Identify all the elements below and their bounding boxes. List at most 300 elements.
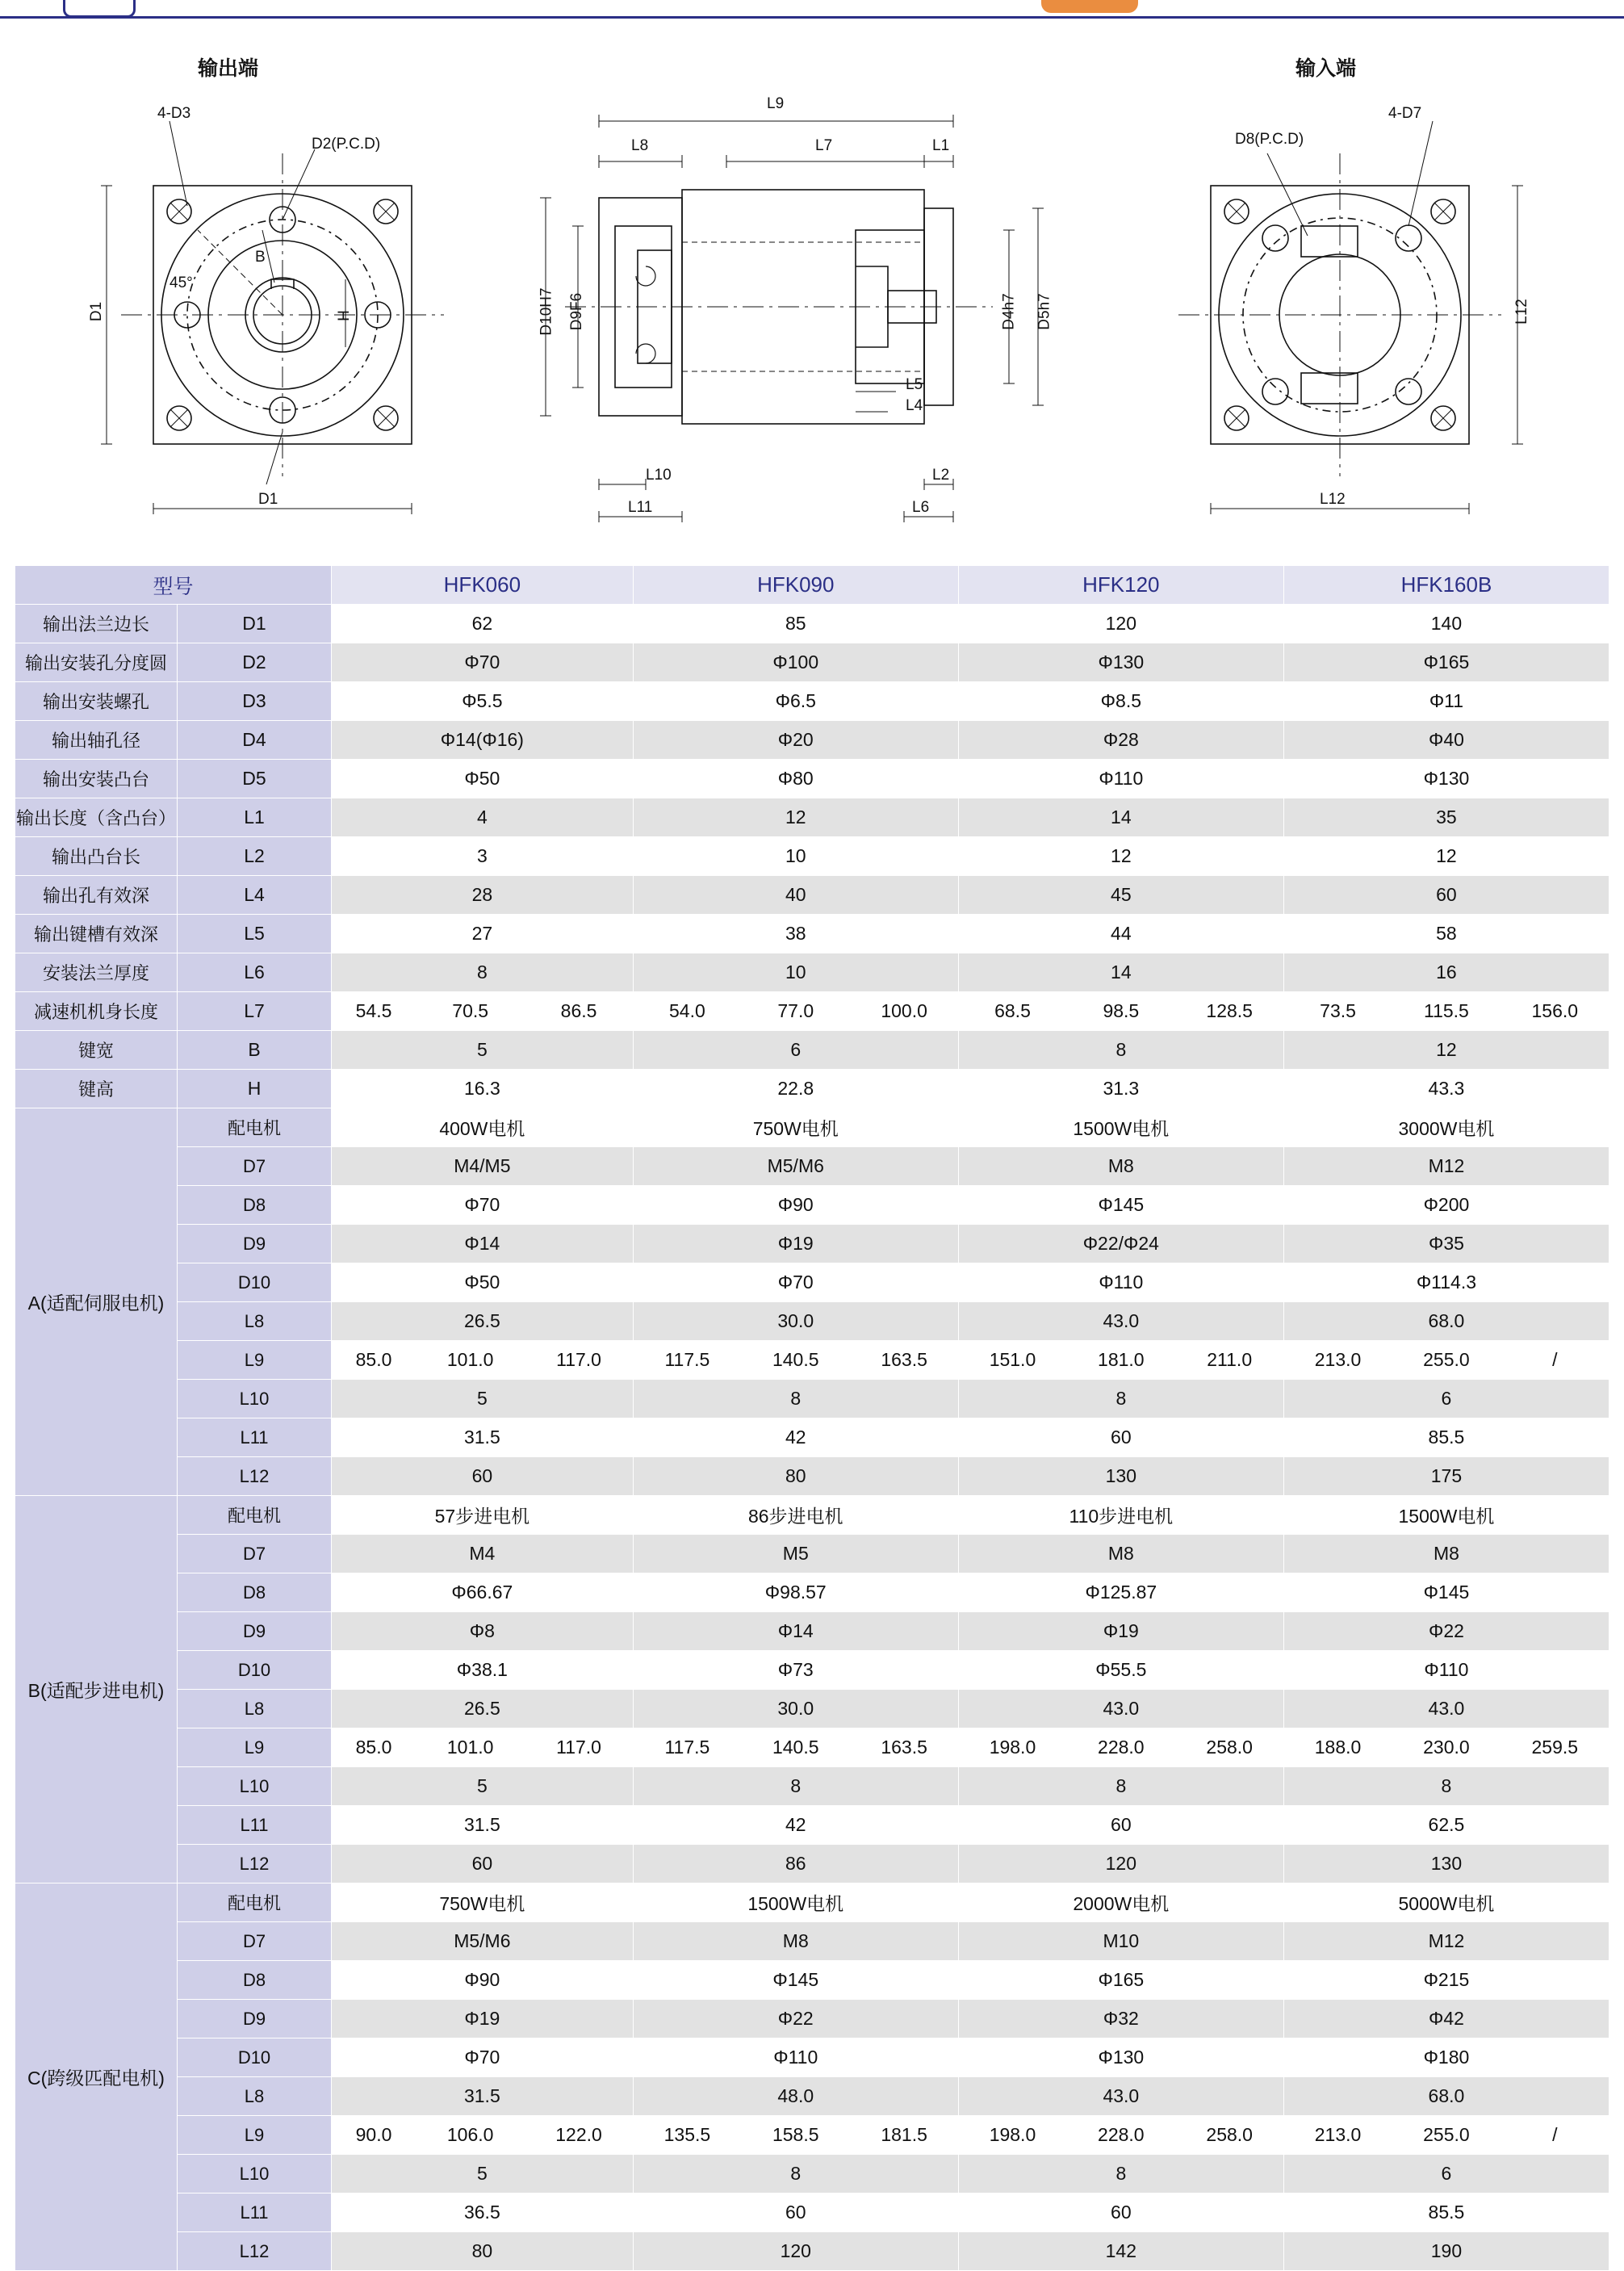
- row-value: 86步进电机: [633, 1496, 958, 1535]
- row-symbol: D5: [178, 760, 332, 798]
- table-row: [15, 1263, 1609, 1302]
- row-value: 101.0: [416, 1728, 525, 1767]
- row-value: 158.5: [742, 2116, 850, 2155]
- table-row: [15, 1031, 1609, 1070]
- row-value: 54.5: [332, 992, 416, 1031]
- row-value: Φ180: [1283, 2038, 1609, 2077]
- row-label: 减速机机身长度: [15, 992, 178, 1031]
- row-value: M8: [958, 1147, 1283, 1186]
- row-symbol: L5: [178, 915, 332, 953]
- row-value: Φ19: [332, 2000, 634, 2038]
- row-value: M5/M6: [332, 1922, 634, 1961]
- row-value: 8: [958, 1767, 1283, 1806]
- row-symbol: L11: [178, 2193, 332, 2232]
- row-value: 115.5: [1392, 992, 1501, 1031]
- top-rule: [0, 16, 1624, 19]
- row-value: 120: [633, 2232, 958, 2271]
- table-row: [15, 1108, 1609, 1147]
- row-value: M8: [958, 1535, 1283, 1573]
- row-value: M4/M5: [332, 1147, 634, 1186]
- row-value: 38: [633, 915, 958, 953]
- tag-l9: L9: [767, 95, 785, 112]
- row-value: 181.5: [850, 2116, 958, 2155]
- row-value: 8: [1283, 1767, 1609, 1806]
- row-value: 8: [633, 1380, 958, 1418]
- row-value: 43.3: [1283, 1070, 1609, 1108]
- row-value: 3000W电机: [1283, 1108, 1609, 1147]
- row-value: 198.0: [958, 1728, 1066, 1767]
- tag-d2-pcd: D2(P.C.D): [312, 136, 381, 153]
- row-symbol: L4: [178, 876, 332, 915]
- row-symbol: L8: [178, 2077, 332, 2116]
- row-symbol: 配电机: [178, 1108, 332, 1147]
- table-row: [15, 1496, 1609, 1535]
- row-value: 31.3: [958, 1070, 1283, 1108]
- row-value: Φ50: [332, 760, 634, 798]
- row-value: Φ40: [1283, 721, 1609, 760]
- group-label-1: B(适配步进电机): [15, 1496, 178, 1883]
- row-value: 400W电机: [332, 1108, 634, 1147]
- row-value: Φ14: [332, 1225, 634, 1263]
- row-symbol: L2: [178, 837, 332, 876]
- row-value: 40: [633, 876, 958, 915]
- table-row: [15, 1225, 1609, 1263]
- row-value: 31.5: [332, 1806, 634, 1845]
- row-label: 键高: [15, 1070, 178, 1108]
- row-value: Φ55.5: [958, 1651, 1283, 1690]
- row-value: 27: [332, 915, 634, 953]
- technical-drawings: [0, 24, 1624, 549]
- row-symbol: L6: [178, 953, 332, 992]
- row-value: 14: [958, 953, 1283, 992]
- row-value: 135.5: [633, 2116, 741, 2155]
- row-symbol: 配电机: [178, 1883, 332, 1922]
- row-symbol: L8: [178, 1690, 332, 1728]
- row-value: 230.0: [1392, 1728, 1501, 1767]
- row-value: 30.0: [633, 1302, 958, 1341]
- row-value: Φ130: [958, 2038, 1283, 2077]
- row-value: 228.0: [1067, 2116, 1175, 2155]
- row-value: 43.0: [958, 1302, 1283, 1341]
- row-value: 1500W电机: [1283, 1496, 1609, 1535]
- row-symbol: D4: [178, 721, 332, 760]
- spec-table: [15, 565, 1609, 2271]
- row-value: M12: [1283, 1147, 1609, 1186]
- row-value: 98.5: [1067, 992, 1175, 1031]
- row-value: 101.0: [416, 1341, 525, 1380]
- row-value: Φ80: [633, 760, 958, 798]
- row-value: 750W电机: [332, 1883, 634, 1922]
- row-value: Φ6.5: [633, 682, 958, 721]
- row-value: 130: [958, 1457, 1283, 1496]
- table-row: [15, 837, 1609, 876]
- row-value: 16.3: [332, 1070, 634, 1108]
- row-value: 45: [958, 876, 1283, 915]
- row-value: Φ165: [958, 1961, 1283, 2000]
- table-row: [15, 1186, 1609, 1225]
- row-value: 58: [1283, 915, 1609, 953]
- row-value: 140.5: [742, 1341, 850, 1380]
- row-value: 60: [958, 1418, 1283, 1457]
- row-value: 8: [633, 2155, 958, 2193]
- row-value: 6: [633, 1031, 958, 1070]
- row-symbol: L10: [178, 2155, 332, 2193]
- row-symbol: D9: [178, 1612, 332, 1651]
- row-value: Φ22: [633, 2000, 958, 2038]
- row-value: Φ125.87: [958, 1573, 1283, 1612]
- table-row: [15, 1690, 1609, 1728]
- tag-l5: L5: [906, 376, 923, 393]
- row-value: Φ70: [332, 2038, 634, 2077]
- row-symbol: L11: [178, 1806, 332, 1845]
- row-value: Φ14(Φ16): [332, 721, 634, 760]
- table-row: [15, 2155, 1609, 2193]
- row-value: 255.0: [1392, 1341, 1501, 1380]
- tag-d4h7: D4h7: [1000, 293, 1018, 330]
- row-value: 8: [958, 2155, 1283, 2193]
- row-value: 151.0: [958, 1341, 1066, 1380]
- row-value: 26.5: [332, 1690, 634, 1728]
- row-value: 12: [958, 837, 1283, 876]
- row-value: Φ35: [1283, 1225, 1609, 1263]
- row-value: 3: [332, 837, 634, 876]
- row-value: Φ22: [1283, 1612, 1609, 1651]
- row-value: Φ100: [633, 643, 958, 682]
- row-symbol: D8: [178, 1186, 332, 1225]
- row-value: 258.0: [1175, 1728, 1283, 1767]
- row-value: 36.5: [332, 2193, 634, 2232]
- row-symbol: D10: [178, 1263, 332, 1302]
- row-value: 31.5: [332, 1418, 634, 1457]
- row-value: 190: [1283, 2232, 1609, 2271]
- header-model-2: HFK120: [958, 566, 1283, 605]
- table-row: [15, 1728, 1609, 1767]
- tag-h: H: [335, 310, 353, 321]
- table-row: [15, 2116, 1609, 2155]
- row-value: Φ70: [332, 1186, 634, 1225]
- row-value: Φ130: [1283, 760, 1609, 798]
- row-symbol: D8: [178, 1573, 332, 1612]
- row-label: 输出安装螺孔: [15, 682, 178, 721]
- table-row: [15, 876, 1609, 915]
- row-value: 8: [958, 1380, 1283, 1418]
- row-value: Φ8.5: [958, 682, 1283, 721]
- row-value: 60: [1283, 876, 1609, 915]
- row-value: Φ200: [1283, 1186, 1609, 1225]
- tag-b: B: [255, 249, 266, 266]
- row-value: 5: [332, 1380, 634, 1418]
- table-row: [15, 643, 1609, 682]
- row-symbol: D10: [178, 2038, 332, 2077]
- header-model-1: HFK090: [633, 566, 958, 605]
- row-value: M4: [332, 1535, 634, 1573]
- tag-45deg: 45°: [170, 274, 193, 291]
- row-value: 106.0: [416, 2116, 525, 2155]
- row-value: Φ5.5: [332, 682, 634, 721]
- row-symbol: D9: [178, 1225, 332, 1263]
- row-value: 5: [332, 1767, 634, 1806]
- row-value: Φ22/Φ24: [958, 1225, 1283, 1263]
- row-value: 85.0: [332, 1728, 416, 1767]
- row-value: 44: [958, 915, 1283, 953]
- row-value: 12: [1283, 837, 1609, 876]
- table-row: [15, 1883, 1609, 1922]
- table-row: [15, 1922, 1609, 1961]
- tag-d1-bottom: D1: [258, 491, 278, 508]
- row-value: 163.5: [850, 1341, 958, 1380]
- row-value: Φ32: [958, 2000, 1283, 2038]
- row-value: Φ215: [1283, 1961, 1609, 2000]
- row-value: 22.8: [633, 1070, 958, 1108]
- tag-d9f6: D9F6: [568, 292, 586, 331]
- drawing-svg: [0, 24, 1624, 549]
- row-symbol: D7: [178, 1147, 332, 1186]
- row-value: Φ38.1: [332, 1651, 634, 1690]
- row-value: Φ145: [958, 1186, 1283, 1225]
- row-label: 输出轴孔径: [15, 721, 178, 760]
- row-value: Φ14: [633, 1612, 958, 1651]
- row-value: 54.0: [633, 992, 741, 1031]
- row-value: 198.0: [958, 2116, 1066, 2155]
- row-value: 26.5: [332, 1302, 634, 1341]
- row-value: M8: [633, 1922, 958, 1961]
- table-row: [15, 1380, 1609, 1418]
- header-model-3: HFK160B: [1283, 566, 1609, 605]
- table-row: [15, 1302, 1609, 1341]
- row-value: 12: [1283, 1031, 1609, 1070]
- row-label: 输出安装孔分度圆: [15, 643, 178, 682]
- row-value: 43.0: [1283, 1690, 1609, 1728]
- tag-l4: L4: [906, 397, 923, 414]
- row-label: 安装法兰厚度: [15, 953, 178, 992]
- row-value: 188.0: [1283, 1728, 1392, 1767]
- row-value: 10: [633, 837, 958, 876]
- row-value: 8: [332, 953, 634, 992]
- row-value: 163.5: [850, 1728, 958, 1767]
- row-value: 16: [1283, 953, 1609, 992]
- table-row: [15, 1418, 1609, 1457]
- tag-l1: L1: [932, 137, 950, 154]
- row-symbol: D7: [178, 1535, 332, 1573]
- row-value: 68.0: [1283, 2077, 1609, 2116]
- table-row: [15, 1535, 1609, 1573]
- tag-l12-vertical: L12: [1513, 299, 1530, 325]
- row-value: Φ145: [633, 1961, 958, 2000]
- row-value: 85.5: [1283, 2193, 1609, 2232]
- row-value: Φ110: [1283, 1651, 1609, 1690]
- row-value: 142: [958, 2232, 1283, 2271]
- row-value: 14: [958, 798, 1283, 837]
- row-value: 156.0: [1501, 992, 1609, 1031]
- row-value: M5/M6: [633, 1147, 958, 1186]
- row-value: 70.5: [416, 992, 525, 1031]
- row-label: 输出孔有效深: [15, 876, 178, 915]
- table-row: [15, 1806, 1609, 1845]
- row-value: Φ8: [332, 1612, 634, 1651]
- row-value: 43.0: [958, 1690, 1283, 1728]
- table-row: [15, 2038, 1609, 2077]
- table-row-l7: [15, 992, 1609, 1031]
- row-value: 77.0: [742, 992, 850, 1031]
- tag-d10h7: D10H7: [538, 287, 555, 336]
- row-value: Φ42: [1283, 2000, 1609, 2038]
- row-value: 117.5: [633, 1341, 741, 1380]
- row-symbol: D7: [178, 1922, 332, 1961]
- input-side-title: 输入端: [1295, 57, 1357, 80]
- tag-d1-vertical: D1: [88, 301, 106, 322]
- tag-l11: L11: [628, 499, 653, 516]
- row-value: 117.0: [525, 1728, 633, 1767]
- row-value: 750W电机: [633, 1108, 958, 1147]
- row-value: Φ114.3: [1283, 1263, 1609, 1302]
- row-symbol: D1: [178, 605, 332, 643]
- row-value: 35: [1283, 798, 1609, 837]
- row-value: 1500W电机: [633, 1883, 958, 1922]
- table-row: [15, 1147, 1609, 1186]
- row-value: 43.0: [958, 2077, 1283, 2116]
- row-value: Φ20: [633, 721, 958, 760]
- row-value: 120: [958, 1845, 1283, 1883]
- table-row: [15, 1612, 1609, 1651]
- row-value: M10: [958, 1922, 1283, 1961]
- row-value: Φ110: [633, 2038, 958, 2077]
- row-symbol: L12: [178, 1845, 332, 1883]
- row-value: 86.5: [525, 992, 633, 1031]
- row-symbol: L7: [178, 992, 332, 1031]
- row-symbol: L9: [178, 2116, 332, 2155]
- table-row: [15, 1573, 1609, 1612]
- row-symbol: L1: [178, 798, 332, 837]
- table-row: [15, 760, 1609, 798]
- tag-l6: L6: [912, 499, 930, 516]
- row-label: 输出键槽有效深: [15, 915, 178, 953]
- row-value: 85.0: [332, 1341, 416, 1380]
- row-value: 5000W电机: [1283, 1883, 1609, 1922]
- table-row: [15, 2193, 1609, 2232]
- row-value: Φ165: [1283, 643, 1609, 682]
- row-label: 输出长度（含凸台）: [15, 798, 178, 837]
- row-symbol: L12: [178, 2232, 332, 2271]
- row-label: 输出凸台长: [15, 837, 178, 876]
- row-symbol: L10: [178, 1380, 332, 1418]
- row-value: Φ11: [1283, 682, 1609, 721]
- row-value: 6: [1283, 2155, 1609, 2193]
- table-row: [15, 1845, 1609, 1883]
- table-row: [15, 1961, 1609, 2000]
- row-symbol: B: [178, 1031, 332, 1070]
- row-value: 130: [1283, 1845, 1609, 1883]
- row-symbol: D3: [178, 682, 332, 721]
- row-value: 2000W电机: [958, 1883, 1283, 1922]
- tag-d8-pcd: D8(P.C.D): [1235, 131, 1304, 148]
- row-value: 62: [332, 605, 634, 643]
- header-model-label: 型号: [15, 566, 332, 605]
- row-value: 28: [332, 876, 634, 915]
- row-value: 120: [958, 605, 1283, 643]
- row-value: 42: [633, 1806, 958, 1845]
- row-value: Φ110: [958, 1263, 1283, 1302]
- row-value: 1500W电机: [958, 1108, 1283, 1147]
- row-value: 140.5: [742, 1728, 850, 1767]
- row-value: 60: [332, 1845, 634, 1883]
- tag-l12-bottom: L12: [1320, 491, 1346, 508]
- row-value: 258.0: [1175, 2116, 1283, 2155]
- tag-l2: L2: [932, 467, 950, 484]
- row-value: Φ70: [633, 1263, 958, 1302]
- row-value: 12: [633, 798, 958, 837]
- table-row: [15, 2077, 1609, 2116]
- table-row: [15, 2000, 1609, 2038]
- table-row: [15, 2232, 1609, 2271]
- tag-l8: L8: [631, 137, 649, 154]
- table-row: [15, 1651, 1609, 1690]
- row-symbol: L10: [178, 1767, 332, 1806]
- table-row: [15, 1341, 1609, 1380]
- row-value: 213.0: [1283, 1341, 1392, 1380]
- row-value: 122.0: [525, 2116, 633, 2155]
- tag-4-d7: 4-D7: [1388, 105, 1422, 122]
- row-value: 6: [1283, 1380, 1609, 1418]
- row-value: 60: [332, 1457, 634, 1496]
- row-value: Φ98.57: [633, 1573, 958, 1612]
- tag-d5h7: D5h7: [1036, 293, 1053, 330]
- top-orange-tab: [1041, 0, 1138, 13]
- row-label: 键宽: [15, 1031, 178, 1070]
- group-label-0: A(适配伺服电机): [15, 1108, 178, 1496]
- row-value: Φ70: [332, 643, 634, 682]
- row-value: M5: [633, 1535, 958, 1573]
- row-value: 175: [1283, 1457, 1609, 1496]
- row-value: 117.0: [525, 1341, 633, 1380]
- header-model-0: HFK060: [332, 566, 634, 605]
- row-symbol: L8: [178, 1302, 332, 1341]
- row-value: 42: [633, 1418, 958, 1457]
- row-value: 211.0: [1175, 1341, 1283, 1380]
- row-value: 60: [958, 2193, 1283, 2232]
- row-value: M12: [1283, 1922, 1609, 1961]
- row-value: 128.5: [1175, 992, 1283, 1031]
- tag-l7: L7: [815, 137, 833, 154]
- table-row: [15, 1767, 1609, 1806]
- table-row: [15, 915, 1609, 953]
- row-value: 4: [332, 798, 634, 837]
- row-value: M8: [1283, 1535, 1609, 1573]
- row-value: 60: [958, 1806, 1283, 1845]
- row-value: 68.0: [1283, 1302, 1609, 1341]
- row-value: Φ145: [1283, 1573, 1609, 1612]
- row-value: 140: [1283, 605, 1609, 643]
- row-value: 80: [633, 1457, 958, 1496]
- output-side-title: 输出端: [198, 57, 259, 80]
- row-value: 86: [633, 1845, 958, 1883]
- row-value: 31.5: [332, 2077, 634, 2116]
- tag-4-d3: 4-D3: [157, 105, 191, 122]
- row-value: 228.0: [1067, 1728, 1175, 1767]
- row-value: 80: [332, 2232, 634, 2271]
- row-value: Φ19: [958, 1612, 1283, 1651]
- table-row: [15, 1070, 1609, 1108]
- row-symbol: D10: [178, 1651, 332, 1690]
- table-header-row: [15, 566, 1609, 605]
- row-value: 100.0: [850, 992, 958, 1031]
- table-row: [15, 798, 1609, 837]
- row-value: 60: [633, 2193, 958, 2232]
- table-row: [15, 1457, 1609, 1496]
- row-symbol: L12: [178, 1457, 332, 1496]
- row-value: 85.5: [1283, 1418, 1609, 1457]
- row-symbol: H: [178, 1070, 332, 1108]
- row-value: Φ50: [332, 1263, 634, 1302]
